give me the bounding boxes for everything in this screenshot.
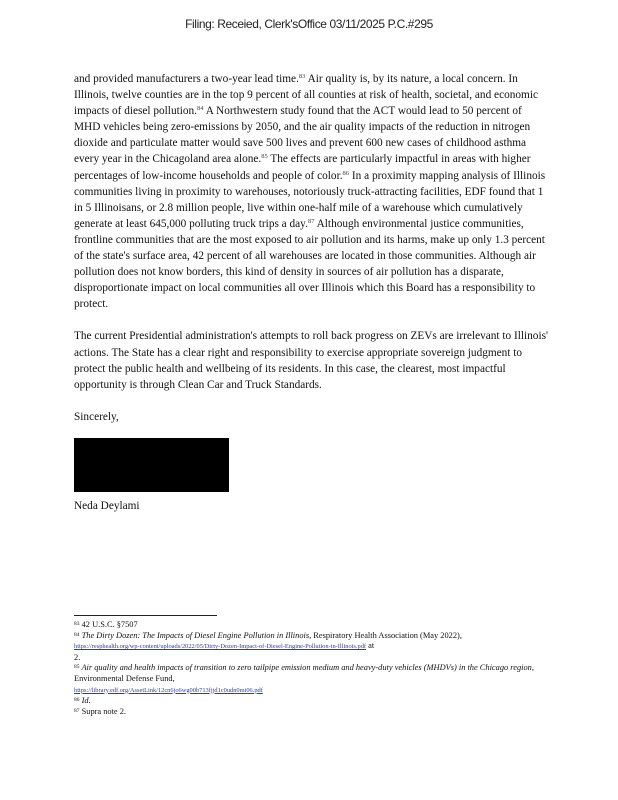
footnote-85 xyxy=(74,663,550,696)
footnote-83 xyxy=(74,620,550,631)
para1-text-c: A Northwestern study found that the ACT would lead to 50 percent of MHD vehicles being zero-emissions by 2050, and the air quality impacts of the reduction in nitrogen dioxide and particulate matter would save 500 lives and prevent 600 new cases of childhood asthma every year in the Chicagoland area alone. xyxy=(74,105,531,166)
letter-body xyxy=(74,71,550,514)
para1-text-d: The effects are particularly impactful in areas with higher percentages of low-income households and people of color. xyxy=(74,153,531,182)
closing-salutation: Sincerely, xyxy=(74,410,119,423)
footnote-tail: at xyxy=(366,641,375,651)
signer-name: Neda Deylami xyxy=(74,499,140,512)
footnote-87 xyxy=(74,707,550,718)
footnote-text: 42 U.S.C. §7507 xyxy=(79,620,138,629)
para1-text-a: and provided manufacturers a two-year lead time. xyxy=(74,73,299,85)
footnote-ref-83[interactable]: 83 xyxy=(298,73,306,80)
paragraph-administration: The current Presidential administration's attempts to roll back progress on ZEVs are irrelevant to Illinois' actions. The State has a clear right and responsibility to exercise appropriate sovereign judgment to protect the public health and wellbeing of its residents. In this case, the clearest, most impactful opportunity is through Clean Car and Truck Standards. xyxy=(74,330,549,391)
footnote-title: The Dirty Dozen: The Impacts of Diesel Engine Pollution in Illinois, xyxy=(81,630,312,640)
footnote-link[interactable]: https://resphealth.org/wp-content/uploads/2022/05/Dirty-Dozen-Impact-of-Diesel-Engine-Pollution-in-Illinois.pdf xyxy=(74,643,367,651)
footnote-number: 86 xyxy=(74,697,80,704)
footnote-ref-87[interactable]: 87 xyxy=(307,217,315,225)
footnote-number: 87 xyxy=(74,707,80,714)
footnote-text: Id. xyxy=(79,696,91,706)
paragraph-air-quality xyxy=(74,71,550,312)
para1-text-f: Although environmental justice communities, frontline communities that are the most exposed to air pollution and its harms, make up only 1.3 percent of the state's surface area, 42 percent of all warehouses are located in those communities. Although air pollution does not know borders, this kind of density in sources of air pollution has a disparate, disproportionate impact on local communities all over Illinois which this Board has a responsibility to protect. xyxy=(74,217,545,311)
footnote-ref-84[interactable]: 84 xyxy=(197,105,204,113)
footnote-source: Environmental Defense Fund, xyxy=(74,673,175,683)
footnote-page: 2. xyxy=(74,652,81,662)
para1-text-e: In a proximity mapping analysis of Illinois communities living in proximity to warehouses, notoriously truck-attracting facilities, EDF found that 1 in 5 Illinoisans, or 2.8 million people, live within one-half mile of a warehouse which cumulatively generate at least 645,000 polluting truck trips a day. xyxy=(74,169,546,230)
footnote-source: Respiratory Health Association (May 2022), xyxy=(311,630,462,640)
footnote-divider xyxy=(74,615,217,616)
footnote-ref-86[interactable]: 86 xyxy=(342,169,350,177)
footnotes-section xyxy=(74,620,550,717)
footnote-title: Air quality and health impacts of transition to zero tailpipe emission medium and heavy-duty vehicles (MHDVs) in the Chicago region, xyxy=(79,663,534,673)
footnote-number: 84 xyxy=(74,631,80,638)
footnote-link[interactable]: https://library.edf.org/AssetLink/12cn6jo6wg00b713fjjd1c0udn0mi06.pdf xyxy=(74,686,263,694)
footnote-86 xyxy=(74,696,550,707)
redacted-signature xyxy=(74,438,229,492)
footnote-84 xyxy=(74,631,550,664)
footnote-number: 83 xyxy=(74,621,80,627)
footnote-text: Supra note 2. xyxy=(79,706,127,716)
filing-header: Filing: Receied, Clerk'sOffice 03/11/2025 P.C.#295 xyxy=(185,17,433,31)
footnote-ref-85[interactable]: 85 xyxy=(261,153,268,161)
footnote-number: 85 xyxy=(74,664,80,671)
para1-text-b: Air quality is, by its nature, a local concern. In Illinois, twelve counties are in the top 9 percent of all counties at risk of health, societal, and economic impacts of diesel pollution. xyxy=(74,73,538,118)
